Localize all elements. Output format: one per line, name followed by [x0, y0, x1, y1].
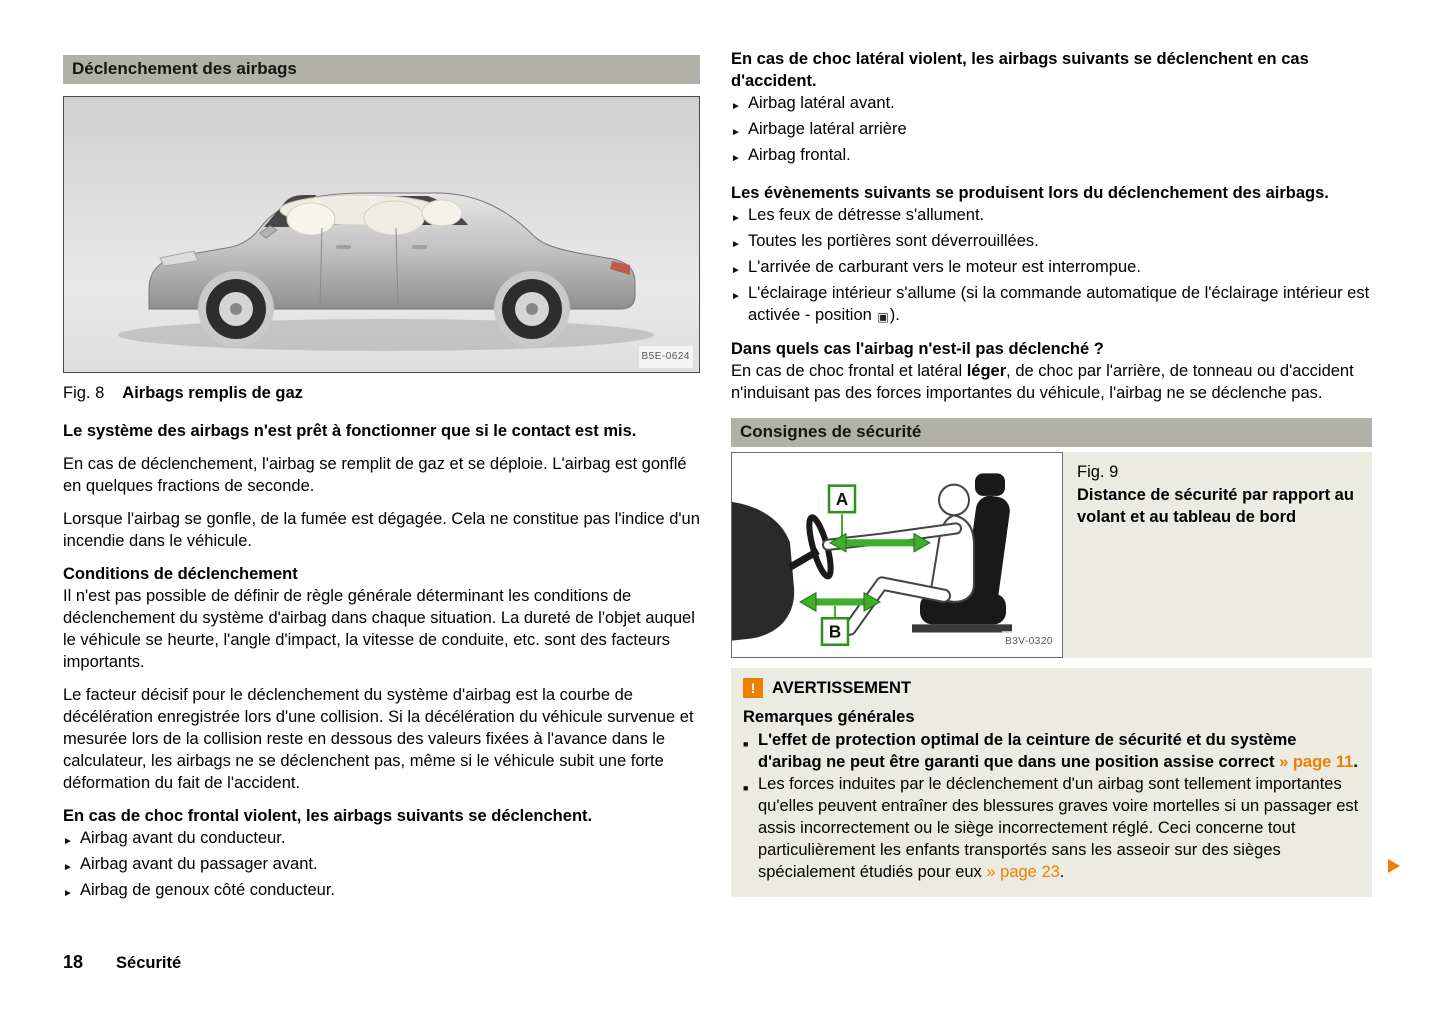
list-item	[63, 853, 700, 879]
bullet-arrow-icon: ►	[731, 101, 741, 112]
list-item-text: Airbag frontal.	[748, 146, 851, 164]
bullet-arrow-icon: ►	[731, 153, 741, 164]
list-item	[731, 282, 1372, 326]
warning-box	[731, 668, 1372, 897]
bullet-arrow-icon: ►	[63, 888, 73, 899]
paragraph-no-deployment: En cas de choc frontal et latéral léger, de choc par l'arrière, de tonneau ou d'accident n'induisant pas des forces importantes du véhicule, l'airbag ne se déclenche pas.	[731, 362, 1354, 402]
list-item	[731, 204, 1372, 230]
section-header-airbag-deployment: Déclenchement des airbags	[63, 55, 700, 84]
frontal-airbag-list	[63, 827, 700, 905]
car-airbags-illustration	[64, 97, 699, 372]
list-item-text: Airbag avant du conducteur.	[80, 829, 286, 847]
paragraph-deceleration: Le facteur décisif pour le déclenchement du système d'airbag est la courbe de décélération enregistrée lors d'une collision. Si la décélération du véhicule survenue et mesurée lors de la collision reste en dessous des valeurs fixées à l'avance dans le calculateur, les airbags ne se déclenchent pas, même si le véhicule subit une forte déformation du fait de l'accident.	[63, 686, 694, 792]
bullet-arrow-icon: ►	[63, 836, 73, 847]
list-item	[731, 92, 1372, 118]
figure-9-panel	[731, 452, 1372, 658]
warning-item-text: Les forces induites par le déclenchement d'un airbag sont tellement importantes qu'elles peuvent entraîner des blessures graves voire mortelles si un passager est assis incorrectement ou le siège incorrectement réglé. Ceci concerne tout particulièrement les enfants transportés sans les asseoir sur des sièges spécialement étudiés pour eux » page 23.	[758, 775, 1359, 881]
warning-header	[743, 677, 1360, 699]
warning-item-text: L'effet de protection optimal de la ceinture de sécurité et du système d'aribag ne peut être garanti que dans une position assise correct » page 11.	[758, 731, 1358, 771]
lead-statement: Le système des airbags n'est prêt à fonctionner que si le contact est mis.	[63, 422, 637, 440]
paragraph-conditions: Il n'est pas possible de définir de règle générale déterminant les conditions de déclenchement du système d'airbag dans chaque situation. La dureté de l'objet auquel le véhicule se heurte, l'angle d'impact, la vitesse de conduite, etc. sont des facteurs importants.	[63, 587, 695, 671]
continuation-arrow-icon	[1388, 859, 1400, 873]
warning-item	[743, 729, 1360, 773]
fig8-image-code: B5E-0624	[639, 346, 693, 368]
subheading-conditions: Conditions de déclenchement	[63, 565, 298, 583]
chapter-title: Sécurité	[116, 954, 182, 972]
subheading-no-deployment: Dans quels cas l'airbag n'est-il pas déclenché ?	[731, 340, 1104, 358]
square-bullet-icon: ■	[743, 783, 749, 793]
list-item-text: Airbag de genoux côté conducteur.	[80, 881, 336, 899]
fig9-image	[731, 452, 1063, 658]
figure-8	[63, 96, 700, 404]
list-item-text: Les feux de détresse s'allument.	[748, 206, 985, 224]
list-item-text: Airbag avant du passager avant.	[80, 855, 318, 873]
bullet-arrow-icon: ►	[731, 239, 741, 250]
fig9-caption-block	[1063, 452, 1372, 658]
list-item	[731, 118, 1372, 144]
bullet-arrow-icon: ►	[731, 127, 741, 138]
subheading-frontal-impact: En cas de choc frontal violent, les airbags suivants se déclenchent.	[63, 807, 593, 825]
fig8-label: Fig. 8	[63, 384, 105, 402]
list-item-text: L'arrivée de carburant vers le moteur est interrompue.	[748, 258, 1141, 276]
fig9-caption: Distance de sécurité par rapport au volant et au tableau de bord	[1077, 486, 1354, 526]
list-item	[63, 879, 700, 905]
section-header-safety-instructions: Consignes de sécurité	[731, 418, 1372, 447]
list-item	[731, 144, 1372, 170]
warning-exclamation-icon: !	[743, 678, 763, 698]
bullet-arrow-icon: ►	[731, 213, 741, 224]
warning-title: AVERTISSEMENT	[772, 679, 912, 697]
list-item-text: L'éclairage intérieur s'allume (si la commande automatique de l'éclairage intérieur est activée - position ▣).	[748, 284, 1370, 324]
deployment-events-list	[731, 204, 1372, 326]
warning-subtitle: Remarques générales	[743, 708, 915, 726]
bullet-arrow-icon: ►	[731, 291, 741, 302]
interior-light-symbol-icon: ▣	[877, 310, 889, 324]
seating-distance-illustration	[732, 453, 1062, 657]
list-item	[731, 256, 1372, 282]
fig9-label: Fig. 9	[1077, 463, 1119, 481]
list-item	[63, 827, 700, 853]
right-column	[731, 48, 1372, 897]
list-item-text: Airbage latéral arrière	[748, 120, 907, 138]
list-item	[731, 230, 1372, 256]
fig8-caption: Airbags remplis de gaz	[122, 384, 303, 402]
subheading-deployment-events: Les évènements suivants se produisent lors du déclenchement des airbags.	[731, 184, 1329, 202]
warning-item	[743, 773, 1360, 883]
paragraph-smoke: Lorsque l'airbag se gonfle, de la fumée est dégagée. Cela ne constitue pas l'indice d'un incendie dans le véhicule.	[63, 510, 700, 550]
fig9-image-code: B3V-0320	[1002, 631, 1056, 653]
lateral-airbag-list	[731, 92, 1372, 170]
fig8-image	[63, 96, 700, 373]
page-number: 18	[63, 952, 84, 972]
fig9-label-a: A	[835, 488, 849, 510]
fig9-label-b: B	[828, 621, 842, 642]
page-23-link[interactable]: » page 23	[986, 863, 1060, 881]
square-bullet-icon: ■	[743, 739, 749, 749]
bullet-arrow-icon: ►	[63, 862, 73, 873]
paragraph-deployment: En cas de déclenchement, l'airbag se remplit de gaz et se déploie. L'airbag est gonflé en quelques fractions de seconde.	[63, 455, 687, 495]
list-item-text: Toutes les portières sont déverrouillées.	[748, 232, 1039, 250]
subheading-lateral-impact: En cas de choc latéral violent, les airbags suivants se déclenchent en cas d'accident.	[731, 50, 1309, 90]
bullet-arrow-icon: ►	[731, 265, 741, 276]
list-item-text: Airbag latéral avant.	[748, 94, 895, 112]
page-footer	[63, 951, 181, 974]
page-11-link[interactable]: » page 11	[1279, 753, 1354, 771]
fig8-caption-row	[63, 382, 700, 404]
left-column	[63, 55, 700, 917]
